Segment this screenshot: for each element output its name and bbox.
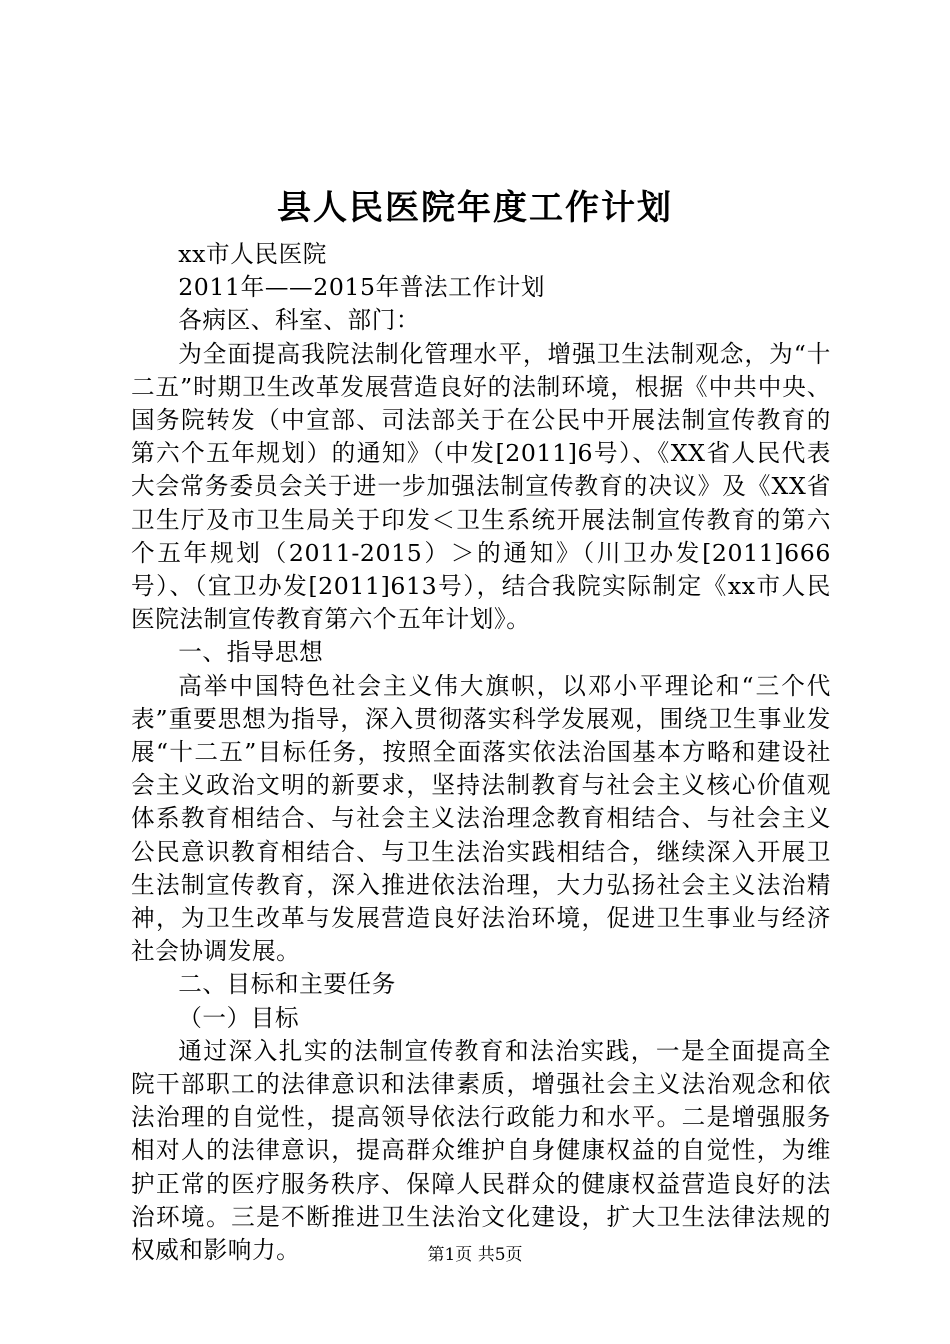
document-body [131,238,831,1267]
plan-title-line: 2011年——2015年普法工作计划 [178,273,546,302]
goals-paragraph: 通过深入扎实的法制宣传教育和法治实践，一是全面提高全院干部职工的法律意识和法律素质，增强社会主义法治观念和依法治理的自觉性，提高领导依法行政能力和水平。二是增强服务相对人的法律意识，提高群众维护自身健康权益的自觉性，为维护正常的医疗服务秩序、保障人民群众的健康权益营造良好的法治环境。三是不断推进卫生法治文化建设，扩大卫生法律法规的权威和影响力。 [131,1036,831,1265]
subsection-heading-goals: （一）目标 [178,1003,300,1032]
section-heading-goals-tasks: 二、目标和主要任务 [178,970,396,999]
guiding-ideology-paragraph: 高举中国特色社会主义伟大旗帜，以邓小平理论和“三个代表”重要思想为指导，深入贯彻落实科学发展观，围绕卫生事业发展“十二五”目标任务，按照全面落实依法治国基本方略和建设社会主义政治文明的新要求，坚持法制教育与社会主义核心价值观体系教育相结合、与社会主义法治理念教育相结合、与社会主义公民意识教育相结合、与卫生法治实践相结合，继续深入开展卫生法制宣传教育，深入推进依法治理，大力弘扬社会主义法治精神，为卫生改革与发展营造良好法治环境，促进卫生事业与经济社会协调发展。 [131,671,831,966]
hospital-name-line: xx市人民医院 [178,240,327,268]
section-heading-guiding-ideology: 一、指导思想 [178,638,324,667]
document-title: 县人民医院年度工作计划 [277,188,673,228]
intro-paragraph: 为全面提高我院法制化管理水平，增强卫生法制观念，为“十二五”时期卫生改革发展营造良好的法制环境，根据《中共中央、国务院转发（中宣部、司法部关于在公民中开展法制宣传教育的第六个五年规划）的通知》（中发[2011]6号）、《XX省人民代表大会常务委员会关于进一步加强法制宣传教育的决议》及《XX省卫生厅及市卫生局关于印发＜卫生系统开展法制宣传教育的第六个五年规划（2011-2015）＞的通知》（川卫办发[2011]666号）、（宜卫办发[2011]613号），结合我院实际制定《xx市人民医院法制宣传教育第六个五年计划》。 [131,339,831,634]
salutation-line: 各病区、科室、部门： [178,306,421,335]
page-footer: 第1页 共5页 [427,1245,523,1265]
